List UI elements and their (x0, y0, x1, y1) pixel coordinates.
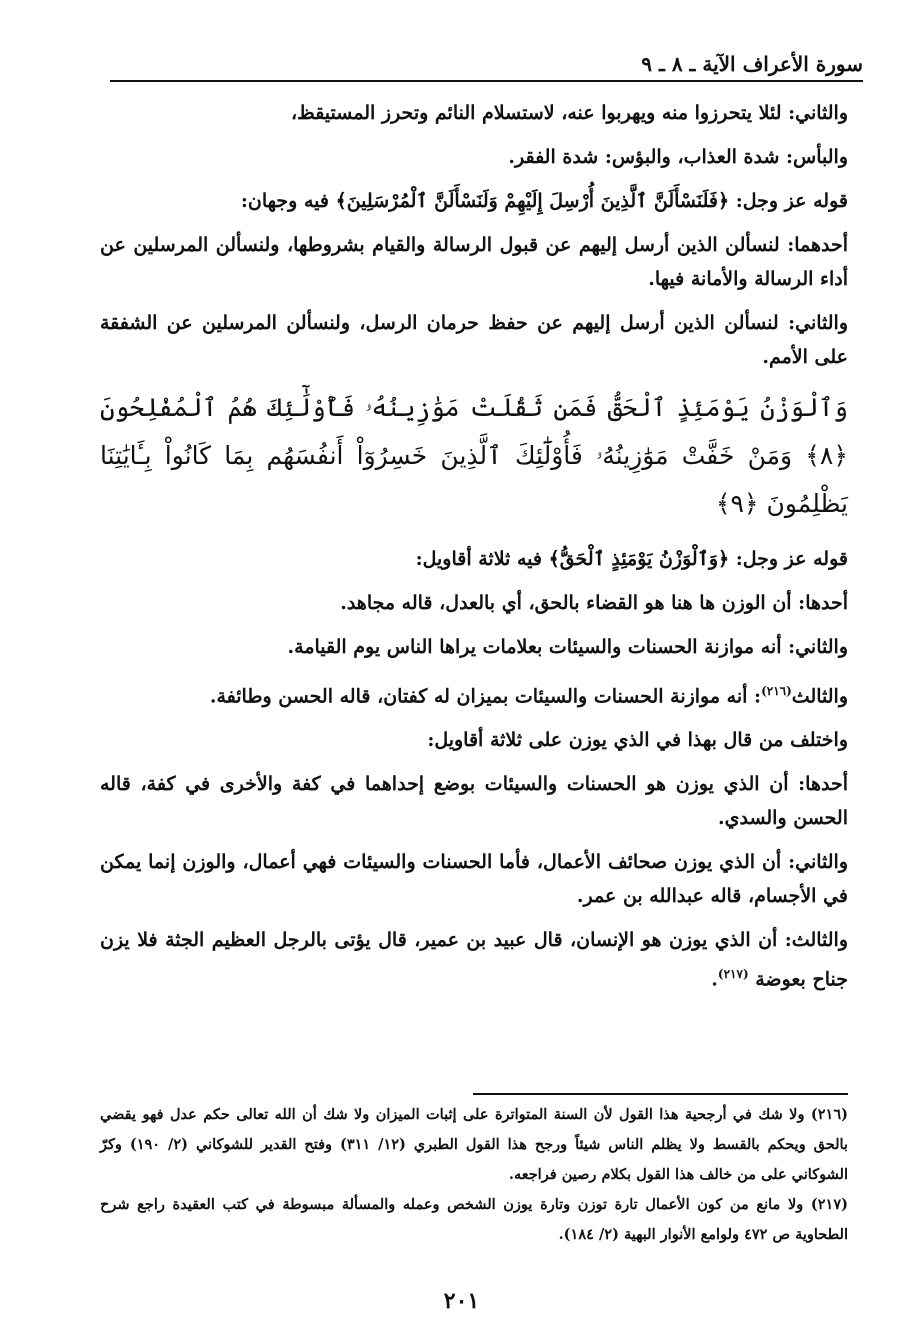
paragraph: قوله عز وجل: ﴿فَلَنَسْأَلَنَّ ٱلَّذِينَ أُرْسِلَ إِلَيْهِمْ وَلَنَسْأَلَنَّ ٱلْمُرْسَلِينَ﴾ فيه وجهان: (240, 190, 848, 212)
paragraph: والثاني: أن الذي يوزن صحائف الأعمال، فأما الحسنات والسيئات فهي أعمال، والوزن إنما يمكن في الأجسام، قاله عبدالله بن عمر. (100, 851, 848, 908)
paragraph-text: : أنه موازنة الحسنات والسيئات بميزان له كفتان، قاله الحسن وطائفة. (209, 685, 762, 708)
running-header (110, 50, 863, 82)
paragraph: والثاني: أنه موازنة الحسنات والسيئات بعلامات يراها الناس يوم القيامة. (287, 636, 848, 658)
paragraph: قوله عز وجل: ﴿وَٱلْوَزْنُ يَوْمَئِذٍ ٱلْحَقُّ﴾ فيه ثلاثة أقاويل: (415, 548, 848, 570)
paragraph: أحدها: أن الذي يوزن هو الحسنات والسيئات بوضع إحداهما في كفة والأخرى في كفة، قاله الحسن والسدي. (100, 773, 848, 830)
page-number: ٢٠١ (443, 1288, 480, 1314)
paragraph-end: . (711, 968, 718, 991)
footnote: (٢١٦) ولا شك في أرجحية هذا القول لأن السنة المتواترة على إثبات الميزان ولا شك أن الله تعالى حكم عدل فهو يقضي بالحق ويحكم بالقسط ولا يظلم الناس شيئاً ورجح هذا القول الطبري (١٢/ ٣١١) وفتح القدير للشوكاني (٢/ ١٩٠) وكرّ الشوكاني على من خالف هذا القول بكلام رصين فراجعه. (100, 1106, 848, 1183)
paragraph: أحدهما: لنسألن الذين أرسل إليهم عن قبول الرسالة والقيام بشروطها، ولنسألن المرسلين عن أداء الرسالة والأمانة فيها. (100, 234, 848, 290)
footnote: (٢١٧) ولا مانع من كون الأعمال تارة توزن وتارة يوزن الشخص وعمله والمسألة مبسوطة في كتب العقيدة راجع شرح الطحاوية ص ٤٧٢ ولوامع الأنوار البهية (٢/ ١٨٤). (100, 1196, 848, 1243)
paragraph: واختلف من قال بهذا في الذي يوزن على ثلاثة أقاويل: (427, 729, 848, 752)
quran-verse: وَٱلْوَزْنُ يَوْمَئِذٍ ٱلْحَقُّ فَمَن ثَقُلَتْ مَوَٰزِينُهُۥ فَأُوْلَٰٓئِكَ هُمُ ٱلْمُفْلِحُونَ ﴿٨﴾ وَمَنْ خَفَّتْ مَوَٰزِينُهُۥ فَأُوْلَٰٓئِكَ ٱلَّذِينَ خَسِرُوٓاْ أَنفُسَهُم بِمَا كَانُواْ بِـَٔايَٰتِنَا يَظْلِمُونَ ﴿٩﴾ (100, 393, 848, 518)
header-title: سورة الأعراف الآية ـ ٨ ـ ٩ (641, 52, 863, 76)
main-text (100, 96, 848, 1007)
footnote-divider (473, 1093, 848, 1095)
paragraph: أحدها: أن الوزن ها هنا هو القضاء بالحق، أي بالعدل، قاله مجاهد. (340, 592, 848, 614)
footnotes (100, 1100, 848, 1250)
paragraph (100, 923, 848, 996)
paragraph (100, 674, 848, 713)
paragraph-lead: والثالث (791, 685, 848, 708)
paragraph: والثاني: لئلا يتحرزوا منه ويهربوا عنه، لاستسلام النائم وتحرز المستيقظ، (291, 102, 848, 124)
footnote-reference: (٢١٧) (717, 967, 749, 982)
footnote-reference: (٢١٦) (761, 684, 792, 698)
paragraph: والبأس: شدة العذاب، والبؤس: شدة الفقر. (508, 146, 848, 168)
paragraph: والثاني: لنسألن الذين أرسل إليهم عن حفظ حرمان الرسل، ولنسألن المرسلين عن الشفقة على الأمم. (100, 312, 848, 368)
paragraph-text: والثالث: أن الذي يوزن هو الإنسان، قال عبيد بن عمير، قال يؤتى بالرجل العظيم الجثة فلا يزن جناح بعوضة (100, 929, 848, 991)
